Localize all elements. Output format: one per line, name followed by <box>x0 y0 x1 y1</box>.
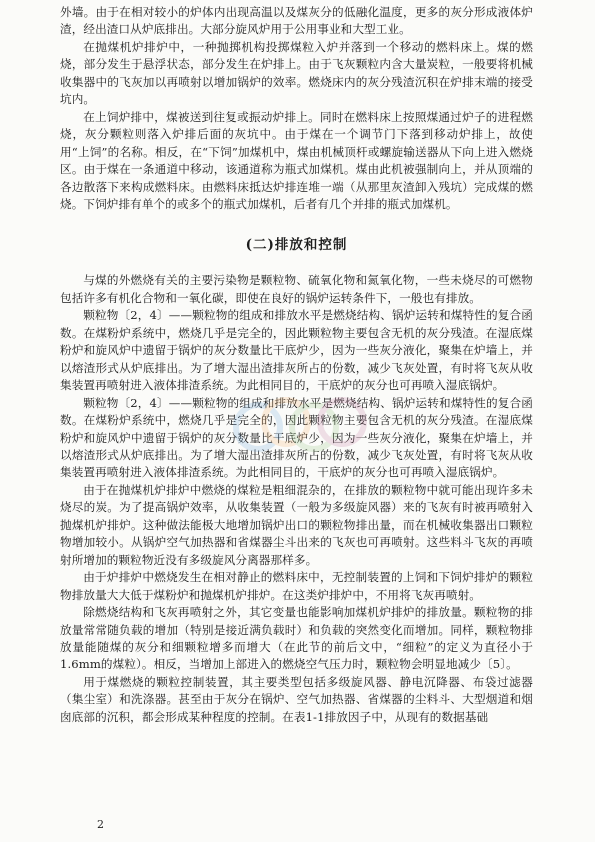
paragraph: 颗粒物〔2，4〕——颗粒物的组成和排放水平是燃烧结构、锅炉运转和煤特性的复合函数。在煤粉炉系统中，燃烧几乎是完全的，因此颗粒物主要包含无机的灰分残渣。在湿底煤粉炉和旋风炉中遗留于锅炉的灰分数量比干底炉少，因为一些灰分液化，聚集在炉墙上，并以熔渣形式从炉底排出。为了增大湿出渣排灰所占的份数，减少飞灰处置，有时将飞灰从收集装置再喷射进入液体排渣系统。为此相同目的，干底炉的灰分也可再喷入湿底锅炉。 <box>60 395 533 480</box>
paragraph: 由于在抛煤机炉排炉中燃烧的煤粒是粗细混杂的，在排放的颗粒物中就可能出现许多未烧尽的炭。为了提高锅炉效率，从收集装置（一般为多级旋风器）来的飞灰有时被再喷射入抛煤机炉排炉。这种做法能极大地增加锅炉出口的颗粒物排出量，而在机械收集器出口颗粒物增加较小。从锅炉空气加热器和省煤器尘斗出来的飞灰也可再喷射。这些料斗飞灰的再喷射所增加的颗粒物近没有多级旋风分离器那样多。 <box>60 482 533 567</box>
paragraph: 外墙。由于在相对较小的炉体内出现高温以及煤灰分的低融化温度，更多的灰分形成液体炉渣，经出渣口从炉底排出。大部分旋风炉用于公用事业和大型工业。 <box>60 5 533 37</box>
paragraph: 颗粒物〔2，4〕——颗粒物的组成和排放水平是燃烧结构、锅炉运转和煤特性的复合函数。在煤粉炉系统中，燃烧几乎是完全的，因此颗粒物主要包含无机的灰分残渣。在湿底煤粉炉和旋风炉中遗留于锅炉的灰分数量比干底炉少，因为一些灰分液化，聚集在炉墙上，并以熔渣形式从炉底排出。为了增大湿出渣排灰所占的份数，减少飞灰处置，有时将飞灰从收集装置再喷射进入液体排渣系统。为此相同目的，干底炉的灰分也可再喷入湿底锅炉。 <box>60 308 533 393</box>
section-heading: (二)排放和控制 <box>245 237 348 254</box>
paragraph: 用于煤燃烧的颗粒控制装置，其主要类型包括多级旋风器、静电沉降器、布袋过滤器（集尘室）和洗涤器。甚至由于灰分在锅炉、空气加热器、省煤器的尘料斗、大型烟道和烟囱底部的沉积，都会形成某种程度的控制。在表1-1排放因子中，从现有的数据基础 <box>60 674 533 724</box>
paragraph: 在上饲炉排中，煤被送到往复或振动炉排上。同时在燃料床上按照煤通过炉子的进程燃烧，灰分颗粒则落入炉排后面的灰坑中。由于煤在一个调节门下落到移动炉排上，故使用“上饲”的名称。相反，在“下饲”加煤机中，煤由机械顶杆或螺旋输送器从下向上进入燃烧区。由于煤在一条通道中移动，该通道称为瓶式加煤机。煤由此机被强制向上，并从顶端的各边散落下来构成燃料床。由燃料床抵达炉排连堆一端（从那里灰渣卸入残坑）完成煤的燃烧。下饲炉排有单个的或多个的瓶式加煤机，后者有几个并排的瓶式加煤机。 <box>60 109 533 211</box>
paragraph: 与煤的外燃烧有关的主要污染物是颗粒物、硫氧化物和氮氧化物，一些未烧尽的可燃物包括许多有机化合物和一氧化碳，即使在良好的锅炉运转条件下，一般也有排放。 <box>60 273 533 305</box>
page-number: 2 <box>97 818 104 831</box>
body-text-bottom <box>60 272 533 726</box>
paragraph: 在抛煤机炉排炉中，一种抛掷机构投掷煤粒入炉并落到一个移动的燃料床上。煤的燃烧，部分发生于悬浮状态，部分发生在炉排上。由于飞灰颗粒内含大量炭粒，一般要将机械收集器中的飞灰加以再喷射以增加锅炉的效率。燃烧床内的灰分残渣沉积在炉排末端的接受坑内。 <box>60 39 533 107</box>
paragraph: 除燃烧结构和飞灰再喷射之外，其它变量也能影响加煤机炉排炉的排放量。颗粒物的排放量常常随负载的增加（特别是接近满负载时）和负载的突然变化而增加。同样，颗粒物排放量能随煤的灰分和细颗粒增多而增大（在此节的前后文中，“细粒”的定义为直径小于1.6mm的煤粒）。相反，当增加上部进入的燃烧空气压力时，颗粒物会明显地减少〔5〕。 <box>60 605 533 672</box>
body-text-top <box>60 4 533 213</box>
paragraph: 由于炉排炉中燃烧发生在相对静止的燃料床中，无控制装置的上饲和下饲炉排炉的颗粒物排放量大大低于煤粉炉和抛煤机炉排炉。在这类炉排炉中，不用将飞灰再喷射。 <box>60 570 533 602</box>
document-page <box>60 4 533 726</box>
